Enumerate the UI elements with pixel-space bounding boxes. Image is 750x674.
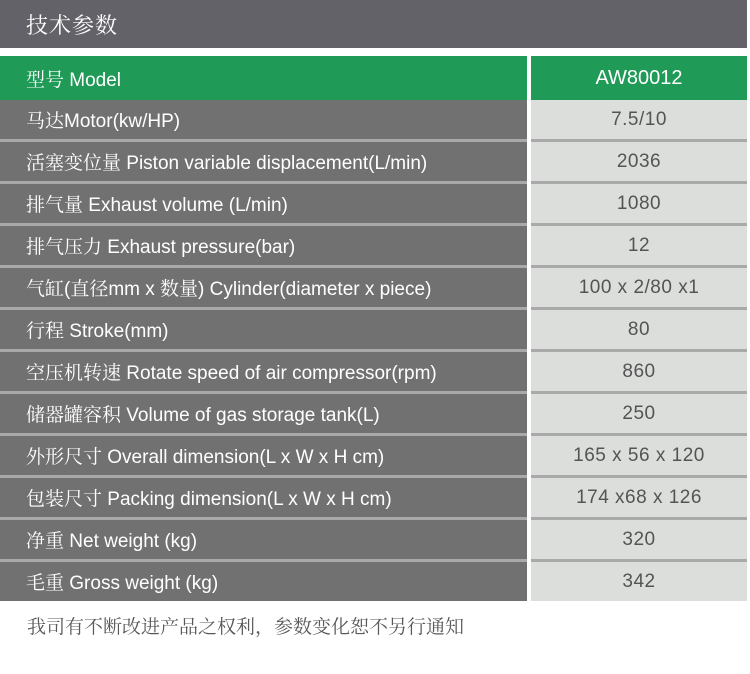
spec-row xyxy=(0,559,747,601)
spec-value-cell: 860 xyxy=(531,349,747,391)
spec-row xyxy=(0,265,747,307)
spec-label-cell: 马达Motor(kw/HP) xyxy=(0,100,527,139)
spec-label-cell: 活塞变位量 Piston variable displacement(L/min) xyxy=(0,139,527,181)
spec-table xyxy=(0,56,747,601)
spec-value-cell: 174 x68 x 126 xyxy=(531,475,747,517)
spec-rows-container xyxy=(0,100,747,601)
spec-label-cell: 排气量 Exhaust volume (L/min) xyxy=(0,181,527,223)
spec-row xyxy=(0,517,747,559)
spec-row xyxy=(0,475,747,517)
model-label-cell: 型号 Model xyxy=(0,56,527,100)
spec-value-cell: 12 xyxy=(531,223,747,265)
spec-row xyxy=(0,349,747,391)
section-title: 技术参数 xyxy=(26,12,119,38)
spec-row xyxy=(0,307,747,349)
spec-value-cell: 80 xyxy=(531,307,747,349)
spec-label-cell: 气缸(直径mm x 数量) Cylinder(diameter x piece) xyxy=(0,265,527,307)
spec-value-cell: 250 xyxy=(531,391,747,433)
spec-label-cell: 外形尺寸 Overall dimension(L x W x H cm) xyxy=(0,433,527,475)
spec-value-cell: 2036 xyxy=(531,139,747,181)
spec-value-cell: 7.5/10 xyxy=(531,100,747,139)
spec-label-cell: 储器罐容积 Volume of gas storage tank(L) xyxy=(0,391,527,433)
spec-label-cell: 净重 Net weight (kg) xyxy=(0,517,527,559)
spec-row xyxy=(0,181,747,223)
spec-value-cell: 165 x 56 x 120 xyxy=(531,433,747,475)
spec-row xyxy=(0,433,747,475)
spec-label-cell: 空压机转速 Rotate speed of air compressor(rpm) xyxy=(0,349,527,391)
spec-row xyxy=(0,391,747,433)
spec-value-cell: 320 xyxy=(531,517,747,559)
spec-row xyxy=(0,223,747,265)
spec-value-cell: 100 x 2/80 x1 xyxy=(531,265,747,307)
spec-label-cell: 排气压力 Exhaust pressure(bar) xyxy=(0,223,527,265)
spec-row xyxy=(0,139,747,181)
spec-label-cell: 毛重 Gross weight (kg) xyxy=(0,559,527,601)
spec-label-cell: 包装尺寸 Packing dimension(L x W x H cm) xyxy=(0,475,527,517)
disclaimer-note: 我司有不断改进产品之权利，参数变化恕不另行通知 xyxy=(27,617,465,638)
section-title-bar xyxy=(0,0,747,48)
model-value-cell: AW80012 xyxy=(531,56,747,100)
model-header-row xyxy=(0,56,747,100)
spec-value-cell: 1080 xyxy=(531,181,747,223)
spec-label-cell: 行程 Stroke(mm) xyxy=(0,307,527,349)
spec-value-cell: 342 xyxy=(531,559,747,601)
spec-row xyxy=(0,100,747,139)
